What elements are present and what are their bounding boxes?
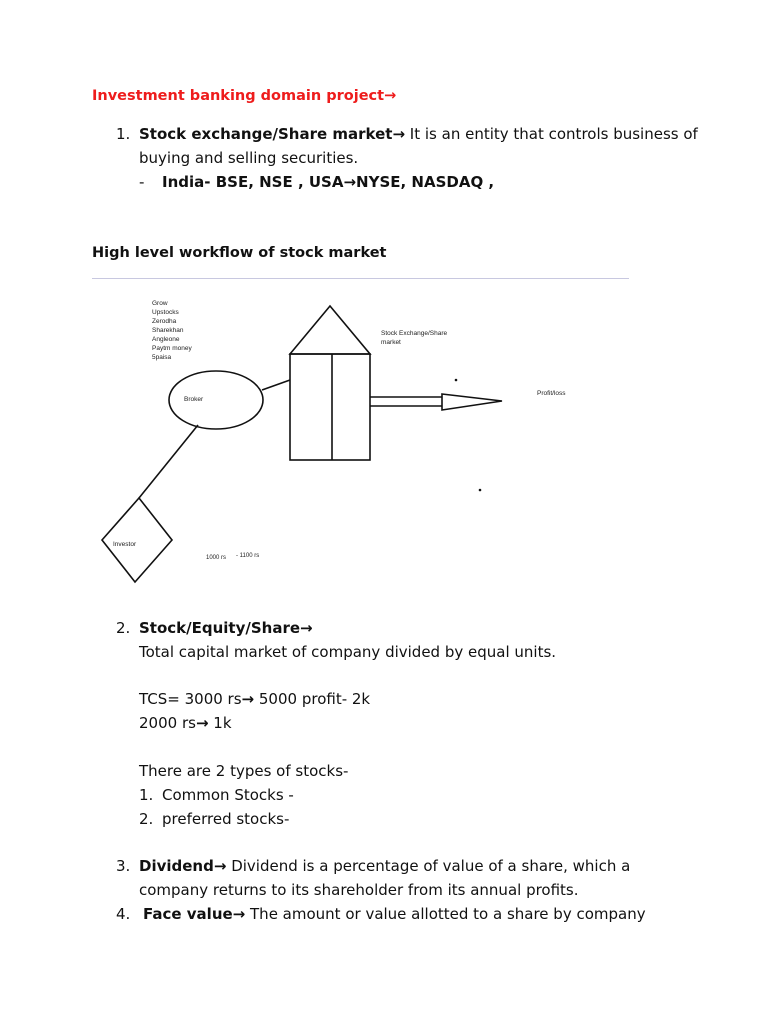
arrow-right-icon: → xyxy=(300,619,313,637)
section3-term: Dividend xyxy=(139,857,214,875)
type-label: preferred stocks- xyxy=(162,810,290,828)
section2-definition: Total capital market of company divided by equal units. xyxy=(139,643,557,661)
dot-mark xyxy=(479,489,482,492)
section3-line1 xyxy=(139,854,630,878)
type-label: Common Stocks - xyxy=(162,786,294,804)
section2-number: 2. xyxy=(116,619,131,637)
broker-list xyxy=(152,300,192,361)
broker-list-item: Sharekhan xyxy=(152,327,184,334)
section2-heading xyxy=(139,616,313,640)
broker-list-item: Grow xyxy=(152,300,168,307)
section2-term: Stock/Equity/Share xyxy=(139,619,301,637)
arrow-right-icon: → xyxy=(343,173,357,191)
example-part: 1k xyxy=(208,714,232,732)
bullet-part-1: India- BSE, NSE , USA xyxy=(162,173,344,191)
section4-definition: The amount or value allotted to a share by company xyxy=(245,905,646,923)
arrow-right-icon: → xyxy=(195,714,209,732)
section1-bullet-dash: - xyxy=(139,173,145,191)
broker-label: Broker xyxy=(184,396,204,403)
building-roof xyxy=(290,306,370,354)
section4-number: 4. xyxy=(116,905,131,923)
price-sell: - 1100 rs xyxy=(236,553,260,559)
section1-definition-2: buying and selling securities. xyxy=(139,149,359,167)
broker-list-item: Angleone xyxy=(152,336,180,343)
broker-list-item: 5paisa xyxy=(152,354,172,361)
broker-exchange-connector xyxy=(262,380,290,390)
section3-number: 3. xyxy=(116,857,131,875)
price-buy: 1000 rs xyxy=(206,555,227,561)
building-body xyxy=(290,354,370,460)
workflow-heading: High level workflow of stock market xyxy=(92,245,387,261)
arrow-right-icon: → xyxy=(232,905,246,923)
profit-arrow xyxy=(370,394,502,410)
document-title xyxy=(92,88,396,104)
section1-definition-1: It is an entity that controls business of xyxy=(405,125,698,143)
section3-definition-1: Dividend is a percentage of value of a share, which a xyxy=(226,857,631,875)
example-line-1 xyxy=(139,687,370,711)
type-number: 2. xyxy=(139,810,154,828)
profit-label: Profit/loss xyxy=(537,390,566,397)
arrow-right-icon: → xyxy=(384,88,397,104)
example-part: 2000 rs xyxy=(139,714,196,732)
exchange-label: market xyxy=(381,339,401,346)
broker-list-item: Zerodha xyxy=(152,318,177,325)
workflow-diagram xyxy=(92,290,612,600)
section1-number: 1. xyxy=(116,125,131,143)
broker-list-item: Paytm money xyxy=(152,345,192,352)
section4-term: Face value xyxy=(143,905,233,923)
title-text: Investment banking domain project xyxy=(92,88,385,104)
bullet-part-2: NYSE, NASDAQ , xyxy=(356,173,495,191)
type-number: 1. xyxy=(139,786,154,804)
arrow-right-icon: → xyxy=(241,690,255,708)
example-line-2 xyxy=(139,711,232,735)
divider-line xyxy=(92,278,629,279)
stock-exchange-building xyxy=(290,306,370,460)
section4-line xyxy=(143,902,646,926)
exchange-label: Stock Exchange/Share xyxy=(381,330,448,337)
arrow-right-icon: → xyxy=(392,125,406,143)
section1-bullet xyxy=(162,170,494,194)
investor-broker-connector xyxy=(139,425,198,498)
types-intro: There are 2 types of stocks- xyxy=(139,762,349,780)
example-part: 5000 profit- 2k xyxy=(254,690,371,708)
example-part: TCS= 3000 rs xyxy=(139,690,242,708)
dot-mark xyxy=(455,379,458,382)
investor-label: Investor xyxy=(113,541,137,548)
section1-line1 xyxy=(139,122,698,146)
broker-list-item: Upstocks xyxy=(152,309,179,316)
section1-term: Stock exchange/Share market xyxy=(139,125,393,143)
investor-diamond xyxy=(102,498,172,582)
section3-definition-2: company returns to its shareholder from its annual profits. xyxy=(139,881,579,899)
arrow-right-icon: → xyxy=(213,857,227,875)
